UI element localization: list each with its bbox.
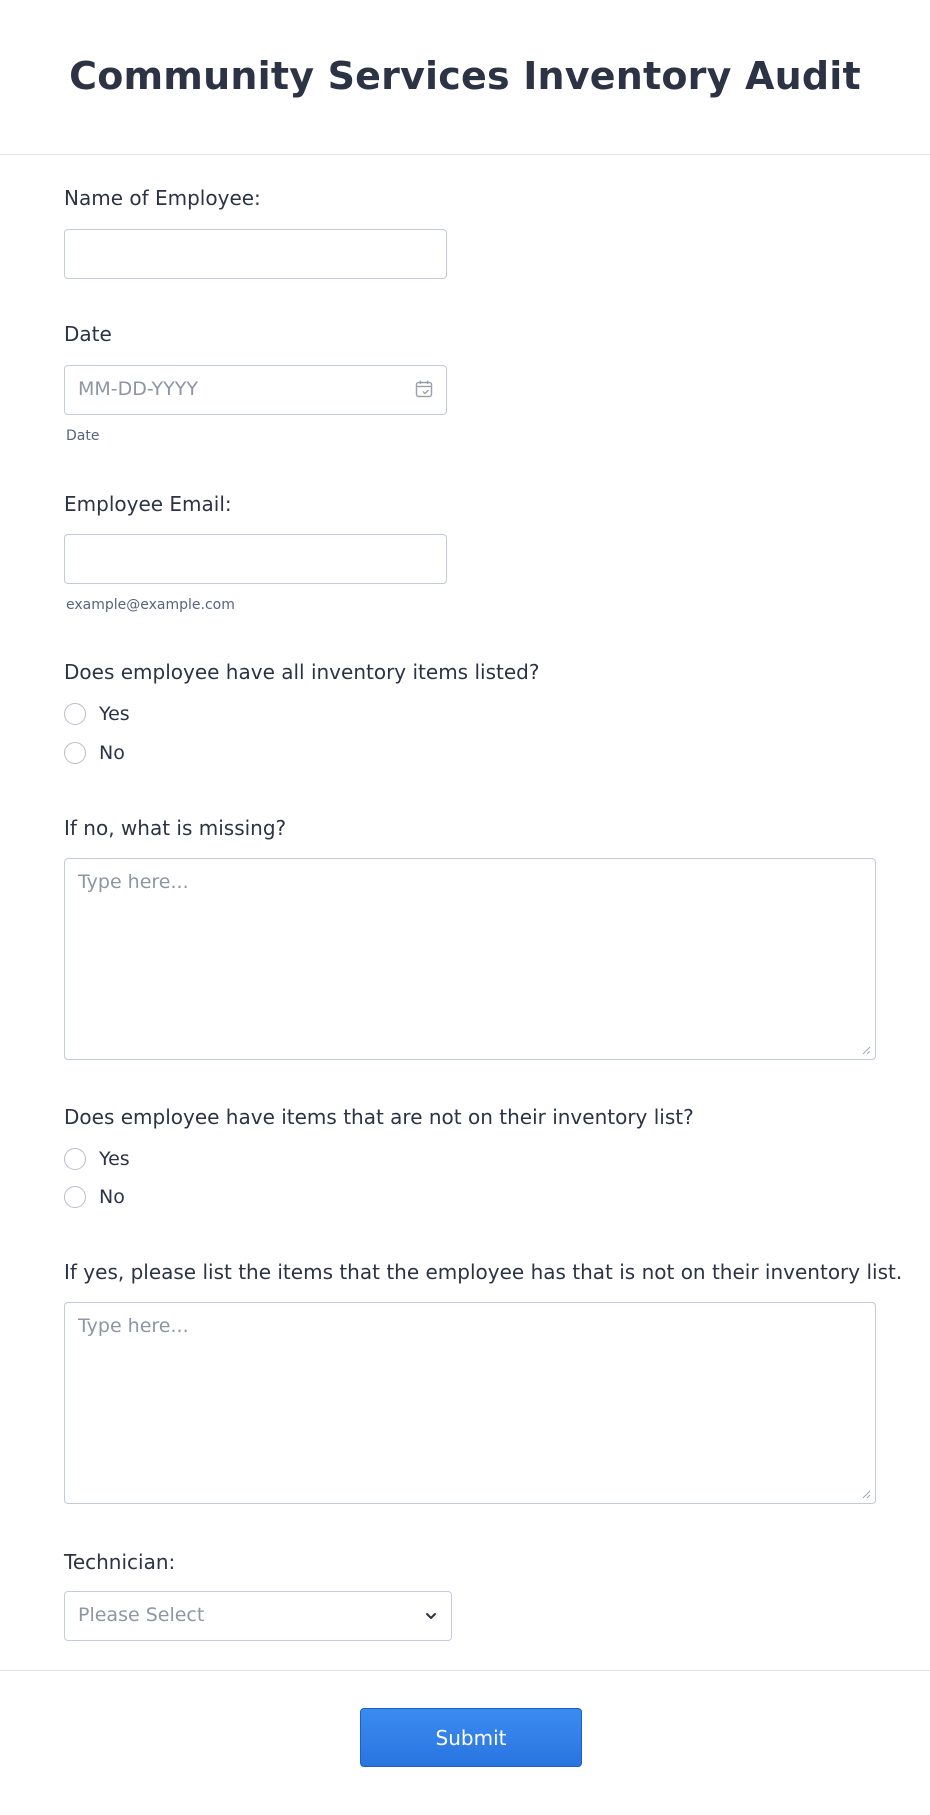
employee-email-input[interactable] [64, 534, 447, 584]
date-input[interactable] [64, 365, 447, 415]
employee-name-input[interactable] [64, 229, 447, 279]
date-placeholder: MM-DD-YYYY [78, 378, 198, 400]
unlisted-items-list-label: If yes, please list the items that the employee has that is not on their inventory list. [64, 1260, 903, 1284]
all-items-yes-radio[interactable] [64, 703, 86, 725]
resize-handle-icon[interactable] [861, 1045, 871, 1055]
unlisted-no-label: No [99, 1186, 125, 1208]
form-footer [0, 1670, 930, 1815]
unlisted-yes-label: Yes [99, 1148, 130, 1170]
unlisted-items-placeholder: Type here... [78, 1315, 189, 1337]
technician-selected-value: Please Select [78, 1604, 205, 1626]
unlisted-yes-option[interactable] [64, 1148, 130, 1170]
unlisted-no-option[interactable] [64, 1186, 125, 1208]
unlisted-items-textarea[interactable] [64, 1302, 876, 1504]
form-title: Community Services Inventory Audit [69, 54, 861, 98]
employee-email-label: Employee Email: [64, 492, 232, 516]
date-sublabel: Date [66, 428, 100, 444]
form-header [0, 0, 930, 155]
date-label: Date [64, 322, 112, 346]
all-items-no-radio[interactable] [64, 742, 86, 764]
technician-label: Technician: [64, 1550, 176, 1574]
unlisted-no-radio[interactable] [64, 1186, 86, 1208]
missing-items-label: If no, what is missing? [64, 816, 287, 840]
missing-items-textarea[interactable] [64, 858, 876, 1060]
employee-name-label: Name of Employee: [64, 186, 261, 210]
missing-items-placeholder: Type here... [78, 871, 189, 893]
calendar-icon[interactable] [414, 379, 434, 403]
email-sublabel: example@example.com [66, 597, 235, 613]
all-items-yes-option[interactable] [64, 703, 130, 725]
all-items-listed-label: Does employee have all inventory items listed? [64, 660, 540, 684]
resize-handle-icon[interactable] [861, 1489, 871, 1499]
chevron-down-icon[interactable] [423, 1608, 439, 1628]
unlisted-yes-radio[interactable] [64, 1148, 86, 1170]
unlisted-items-question-label: Does employee have items that are not on their inventory list? [64, 1105, 694, 1129]
submit-button[interactable]: Submit [360, 1708, 582, 1767]
technician-select[interactable] [64, 1591, 452, 1641]
all-items-no-label: No [99, 742, 125, 764]
all-items-yes-label: Yes [99, 703, 130, 725]
all-items-no-option[interactable] [64, 742, 125, 764]
